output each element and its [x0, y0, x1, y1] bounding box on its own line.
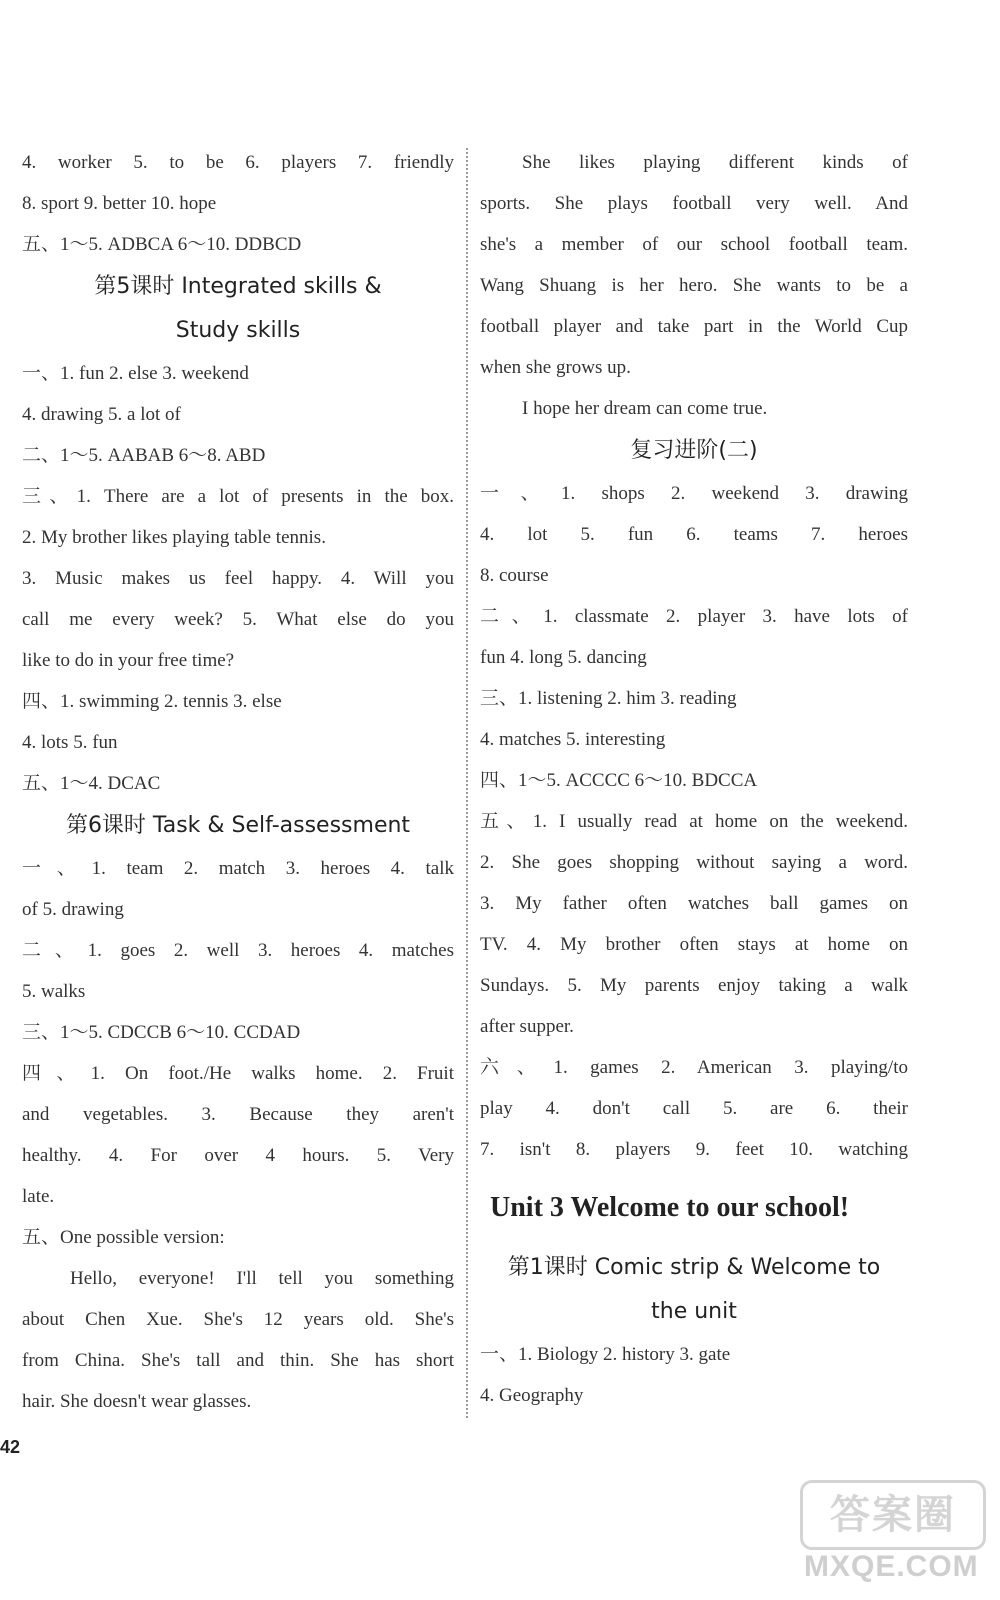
- section-heading: the unit: [651, 1299, 737, 1324]
- answer-line: 5. walks: [22, 981, 86, 1002]
- answer-line: 三、1. listening 2. him 3. reading: [480, 688, 737, 709]
- answer-line: of 5. drawing: [22, 899, 124, 920]
- answer-line: Sundays. 5. My parents enjoy taking a walk: [480, 975, 908, 996]
- answer-line: she's a member of our school football team.: [480, 234, 908, 255]
- answer-line: 四、1. swimming 2. tennis 3. else: [22, 691, 282, 712]
- answer-line: 4. lots 5. fun: [22, 732, 118, 753]
- section-heading: 复习进阶(二): [630, 438, 758, 463]
- unit-title: Unit 3 Welcome to our school!: [490, 1192, 850, 1223]
- left-column: [22, 142, 454, 1422]
- answer-line: 二、1～5. AABAB 6～8. ABD: [22, 445, 266, 466]
- answer-line: 4. worker 5. to be 6. players 7. friendly: [22, 152, 454, 173]
- watermark-url: MXQE.COM: [804, 1550, 979, 1583]
- answer-line: 4. lot 5. fun 6. teams 7. heroes: [480, 524, 908, 545]
- page-number: 42: [0, 1437, 21, 1457]
- answer-line: 3. My father often watches ball games on: [480, 893, 908, 914]
- answer-line: 三、1. There are a lot of presents in the box.: [22, 486, 454, 507]
- answer-line: 二、1. classmate 2. player 3. have lots of: [480, 606, 908, 627]
- answer-line: 一、1. fun 2. else 3. weekend: [22, 363, 249, 384]
- answer-line: 五、1～5. ADBCA 6～10. DDBCD: [22, 234, 302, 255]
- answer-line: late.: [22, 1186, 55, 1207]
- answer-line: from China. She's tall and thin. She has short: [22, 1350, 454, 1371]
- answer-line: TV. 4. My brother often stays at home on: [480, 934, 908, 955]
- answer-line: after supper.: [480, 1016, 574, 1037]
- answer-line: 一、1. Biology 2. history 3. gate: [480, 1344, 731, 1365]
- answer-line: Wang Shuang is her hero. She wants to be a: [480, 275, 908, 296]
- answer-line: fun 4. long 5. dancing: [480, 647, 647, 668]
- answer-line: about Chen Xue. She's 12 years old. She's: [22, 1309, 454, 1330]
- answer-line: 4. matches 5. interesting: [480, 729, 666, 750]
- answer-line: 4. drawing 5. a lot of: [22, 404, 181, 425]
- answer-line: 五、1. I usually read at home on the weekend.: [480, 811, 908, 832]
- answer-line: sports. She plays football very well. And: [480, 193, 908, 214]
- answer-line: 一、1. shops 2. weekend 3. drawing: [480, 483, 908, 504]
- watermark: [800, 1480, 990, 1590]
- answer-line: 8. sport 9. better 10. hope: [22, 193, 217, 214]
- answer-line: and vegetables. 3. Because they aren't: [22, 1104, 454, 1125]
- answer-line: football player and take part in the World Cup: [480, 316, 908, 337]
- answer-line: 四、1～5. ACCCC 6～10. BDCCA: [480, 770, 758, 791]
- section-heading: 第5课时 Integrated skills &: [94, 274, 382, 299]
- right-column: [480, 142, 908, 1416]
- answer-line: I hope her dream can come true.: [522, 398, 768, 419]
- answer-line: 五、One possible version:: [22, 1227, 225, 1248]
- answer-line: 8. course: [480, 565, 549, 586]
- answer-line: 四、1. On foot./He walks home. 2. Fruit: [22, 1063, 454, 1084]
- answer-line: She likes playing different kinds of: [522, 152, 908, 173]
- answer-line: 2. My brother likes playing table tennis.: [22, 527, 326, 548]
- answer-line: 2. She goes shopping without saying a word.: [480, 852, 908, 873]
- answer-line: play 4. don't call 5. are 6. their: [480, 1098, 908, 1119]
- section-heading: 第6课时 Task & Self-assessment: [65, 813, 411, 838]
- watermark-logo: 答案圈: [800, 1480, 986, 1550]
- answer-line: 4. Geography: [480, 1385, 584, 1406]
- answer-line: 六、1. games 2. American 3. playing/to: [480, 1057, 908, 1078]
- answer-line: 五、1～4. DCAC: [22, 773, 161, 794]
- answer-line: when she grows up.: [480, 357, 631, 378]
- section-heading: 第1课时 Comic strip & Welcome to: [507, 1255, 881, 1280]
- answer-line: like to do in your free time?: [22, 650, 235, 671]
- answer-line: 二、1. goes 2. well 3. heroes 4. matches: [22, 940, 454, 961]
- answer-line: 7. isn't 8. players 9. feet 10. watching: [480, 1139, 908, 1160]
- answer-line: Hello, everyone! I'll tell you something: [70, 1268, 454, 1289]
- column-divider: [466, 148, 468, 1418]
- answer-line: healthy. 4. For over 4 hours. 5. Very: [22, 1145, 454, 1166]
- answer-line: call me every week? 5. What else do you: [22, 609, 454, 630]
- answer-line: 3. Music makes us feel happy. 4. Will you: [22, 568, 454, 589]
- section-heading: Study skills: [175, 318, 301, 343]
- answer-line: hair. She doesn't wear glasses.: [22, 1391, 252, 1412]
- answer-line: 三、1～5. CDCCB 6～10. CCDAD: [22, 1022, 301, 1043]
- answer-line: 一、1. team 2. match 3. heroes 4. talk: [22, 858, 454, 879]
